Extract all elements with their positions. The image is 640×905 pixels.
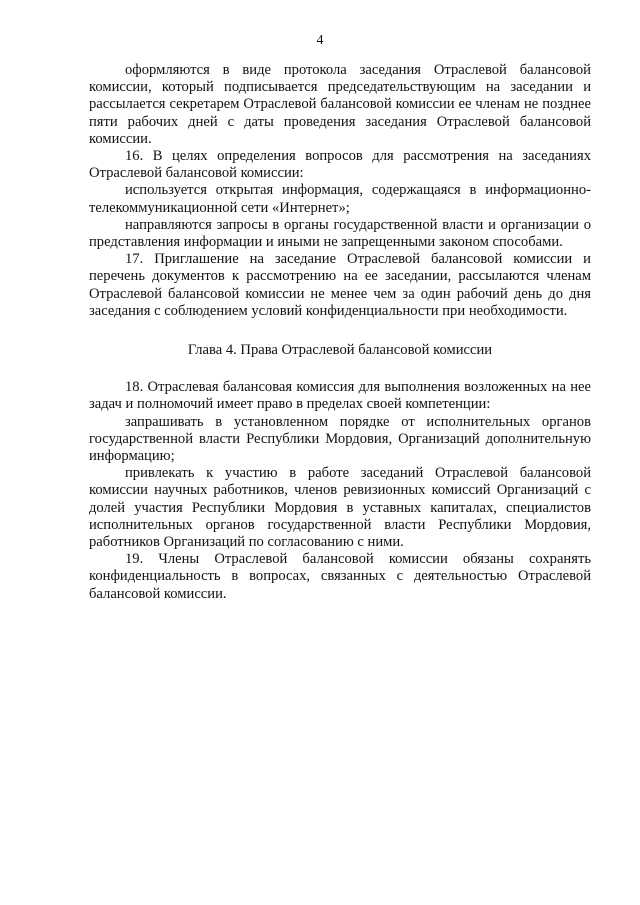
paragraph-item-18-involve: привлекать к участию в работе заседаний Отраслевой балансовой комиссии научных работников, членов ревизионных комиссий Организаций с долей участия Республики Мордовия в уставных капиталах, специалистов исполнительных органов государственной власти Республики Мордовия, работников Организаций по согласованию с ними. bbox=[89, 465, 591, 551]
paragraph-item-16: 16. В целях определения вопросов для рассмотрения на заседаниях Отраслевой балансовой комиссии: bbox=[89, 148, 591, 182]
paragraph-item-16-requests: направляются запросы в органы государственной власти и организации о представления информации и иными не запрещенными законом способами. bbox=[89, 216, 591, 251]
paragraph-item-17: 17. Приглашение на заседание Отраслевой балансовой комиссии и перечень документов к рассмотрению на ее заседании, рассылаются членам Отраслевой балансовой комиссии не менее чем за один рабочий день до дня заседания с соблюдением условий конфиденциальности при необходимости. bbox=[89, 251, 591, 319]
paragraph-item-18: 18. Отраслевая балансовая комиссия для выполнения возложенных на нее задач и полномочий имеет право в пределах своей компетенции: bbox=[89, 379, 591, 413]
document-body bbox=[89, 62, 591, 603]
page-number: 4 bbox=[316, 33, 324, 48]
paragraph-item-18-request-info: запрашивать в установленном порядке от исполнительных органов государственной власти Республики Мордовия, Организаций дополнительную информацию; bbox=[89, 413, 591, 465]
chapter-heading: Глава 4. Права Отраслевой балансовой комиссии bbox=[187, 342, 493, 359]
paragraph-item-19: 19. Члены Отраслевой балансовой комиссии обязаны сохранять конфиденциальность в вопросах, связанных с деятельностью Отраслевой балансовой комиссии. bbox=[89, 551, 591, 602]
paragraph-continuation: оформляются в виде протокола заседания Отраслевой балансовой комиссии, который подписывается председательствующим на заседании и рассылается секретарем Отраслевой балансовой комиссии ее членам не позднее пяти рабочих дней с даты проведения заседания Отраслевой балансовой комиссии. bbox=[89, 62, 591, 147]
paragraph-item-16-open-info: используется открытая информация, содержащаяся в информационно-телекоммуникационной сети «Интернет»; bbox=[89, 182, 591, 216]
